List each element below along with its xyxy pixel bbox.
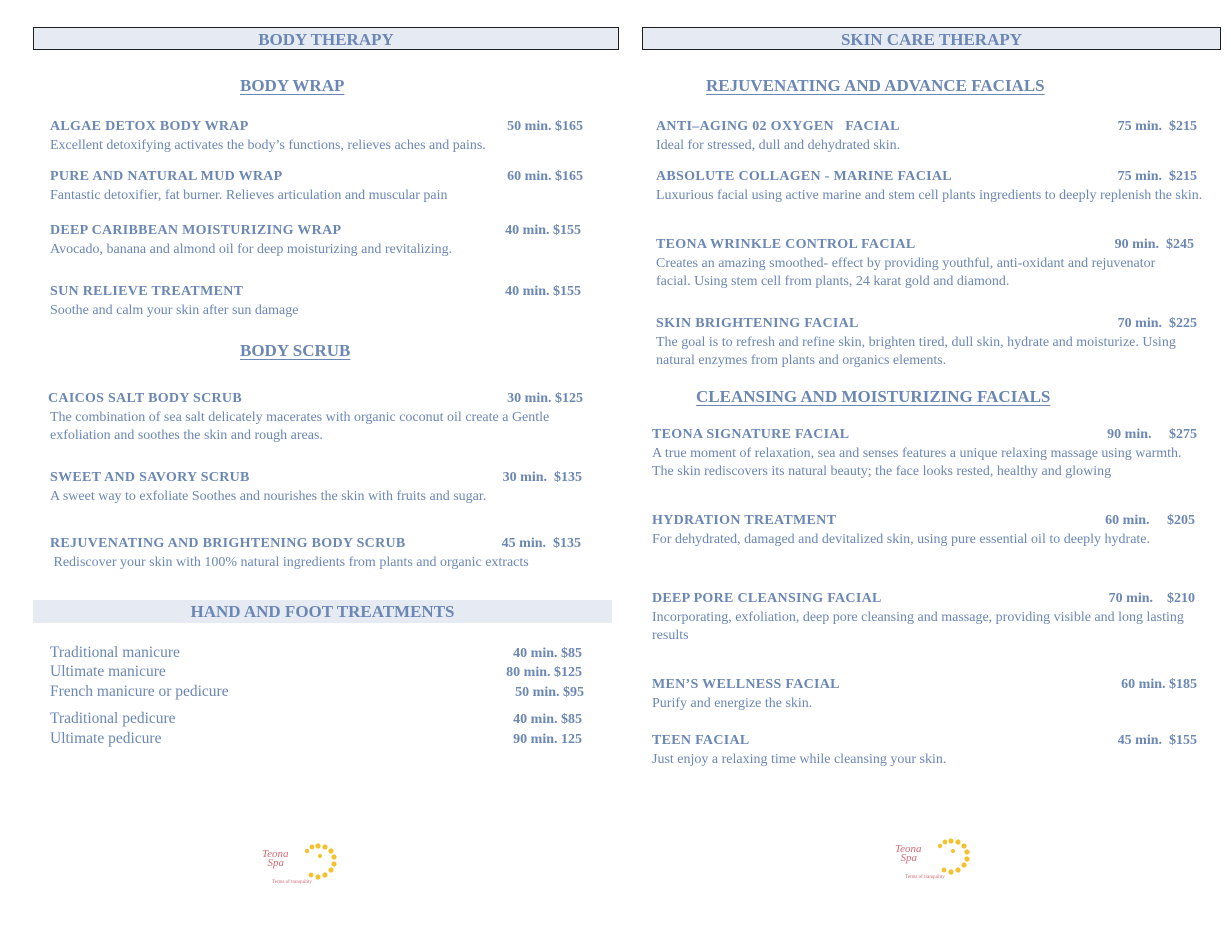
item-name: DEEP CARIBBEAN MOISTURIZING WRAP xyxy=(50,223,342,238)
service-price: 50 min. $95 xyxy=(515,685,584,700)
body-scrub-title: BODY SCRUB xyxy=(240,341,351,360)
service-price: 40 min. $85 xyxy=(513,646,582,661)
logo-wordmark: Teona Spa xyxy=(262,848,289,869)
item-name: TEONA SIGNATURE FACIAL xyxy=(652,427,850,442)
body-wrap-title: BODY WRAP xyxy=(240,76,345,95)
item-price: 60 min. $185 xyxy=(1121,677,1197,692)
logo-tagline: Terms of tranquility xyxy=(272,880,312,885)
item-name: SWEET AND SAVORY SCRUB xyxy=(50,470,250,485)
item-name: ABSOLUTE COLLAGEN - MARINE FACIAL xyxy=(656,169,952,184)
item-price: 90 min. $245 xyxy=(1114,237,1194,252)
sun-dots-icon xyxy=(294,842,342,882)
item-price: 90 min. $275 xyxy=(1107,427,1197,442)
item-description: Avocado, banana and almond oil for deep moisturizing and revitalizing. xyxy=(50,242,453,257)
teona-spa-logo xyxy=(262,842,352,892)
item-description: Ideal for stressed, dull and dehydrated skin. xyxy=(656,138,901,153)
cleansing-title: CLEANSING AND MOISTURIZING FACIALS xyxy=(696,387,1051,406)
item-description: Purify and energize the skin. xyxy=(652,696,813,711)
service-name: French manicure or pedicure xyxy=(50,683,229,700)
item-name: ALGAE DETOX BODY WRAP xyxy=(50,119,249,134)
item-price: 40 min. $155 xyxy=(505,223,581,238)
service-price: 40 min. $85 xyxy=(513,712,582,727)
item-description: Soothe and calm your skin after sun damage xyxy=(50,303,299,318)
item-name: TEEN FACIAL xyxy=(652,733,750,748)
service-price: 80 min. $125 xyxy=(506,665,582,680)
item-description: The goal is to refresh and refine skin, brighten tired, dull skin, hydrate and moisturize. Using natural enzymes from plants and organics elements. xyxy=(656,335,1176,368)
skin-care-header: SKIN CARE THERAPY xyxy=(642,27,1221,50)
item-description: Incorporating, exfoliation, deep pore cleansing and massage, providing visible and long lasting results xyxy=(652,610,1184,643)
item-name: SKIN BRIGHTENING FACIAL xyxy=(656,316,859,331)
logo-wordmark: Teona Spa xyxy=(895,843,922,864)
item-description: Excellent detoxifying activates the body’s functions, relieves aches and pains. xyxy=(50,138,486,153)
item-name: SUN RELIEVE TREATMENT xyxy=(50,284,244,299)
teona-spa-logo xyxy=(895,837,985,887)
item-name: PURE AND NATURAL MUD WRAP xyxy=(50,169,283,184)
item-price: 75 min. $215 xyxy=(1117,119,1197,134)
item-price: 45 min. $135 xyxy=(501,536,581,551)
service-name: Ultimate manicure xyxy=(50,663,166,680)
item-price: 40 min. $155 xyxy=(505,284,581,299)
item-description: A true moment of relaxation, sea and senses features a unique relaxing massage using warmth. The skin rediscovers its natural beauty; the face looks rested, healthy and glowing xyxy=(652,446,1182,479)
item-description: Luxurious facial using active marine and stem cell plants ingredients to deeply replenish the skin. xyxy=(656,188,1203,203)
service-name: Ultimate pedicure xyxy=(50,730,162,747)
item-description: For dehydrated, damaged and devitalized skin, using pure essential oil to deeply hydrate. xyxy=(652,532,1151,547)
item-price: 60 min. $205 xyxy=(1105,513,1195,528)
item-name: REJUVENATING AND BRIGHTENING BODY SCRUB xyxy=(50,536,406,551)
item-description: The combination of sea salt delicately macerates with organic coconut oil create a Gentle exfoliation and soothes the skin and rough areas. xyxy=(50,410,550,443)
item-price: 30 min. $125 xyxy=(507,391,583,406)
item-description: Creates an amazing smoothed- effect by providing youthful, anti-oxidant and rejuvenator facial. Using stem cell from plants, 24 karat gold and diamond. xyxy=(656,256,1156,289)
item-name: DEEP PORE CLEANSING FACIAL xyxy=(652,591,882,606)
item-price: 45 min. $155 xyxy=(1117,733,1197,748)
service-name: Traditional pedicure xyxy=(50,710,176,727)
item-description: Rediscover your skin with 100% natural ingredients from plants and organic extracts xyxy=(50,555,529,570)
item-description: Fantastic detoxifier, fat burner. Relieves articulation and muscular pain xyxy=(50,188,448,203)
item-description: A sweet way to exfoliate Soothes and nourishes the skin with fruits and sugar. xyxy=(50,489,487,504)
body-therapy-header: BODY THERAPY xyxy=(33,27,619,50)
logo-tagline: Terms of tranquility xyxy=(905,875,945,880)
service-name: Traditional manicure xyxy=(50,644,180,661)
item-name: MEN’S WELLNESS FACIAL xyxy=(652,677,840,692)
service-price: 90 min. 125 xyxy=(513,732,582,747)
item-price: 70 min. $210 xyxy=(1108,591,1195,606)
item-price: 75 min. $215 xyxy=(1117,169,1197,184)
item-name: ANTI–AGING 02 OXYGEN FACIAL xyxy=(656,119,900,134)
rejuvenating-title: REJUVENATING AND ADVANCE FACIALS xyxy=(706,76,1045,95)
item-price: 70 min. $225 xyxy=(1117,316,1197,331)
item-price: 50 min. $165 xyxy=(507,119,583,134)
item-name: HYDRATION TREATMENT xyxy=(652,513,837,528)
sun-dots-icon xyxy=(927,837,975,877)
item-description: Just enjoy a relaxing time while cleansing your skin. xyxy=(652,752,947,767)
item-price: 30 min. $135 xyxy=(502,470,582,485)
item-price: 60 min. $165 xyxy=(507,169,583,184)
item-name: CAICOS SALT BODY SCRUB xyxy=(48,391,242,406)
item-name: TEONA WRINKLE CONTROL FACIAL xyxy=(656,237,916,252)
hand-foot-header: HAND AND FOOT TREATMENTS xyxy=(33,600,612,623)
